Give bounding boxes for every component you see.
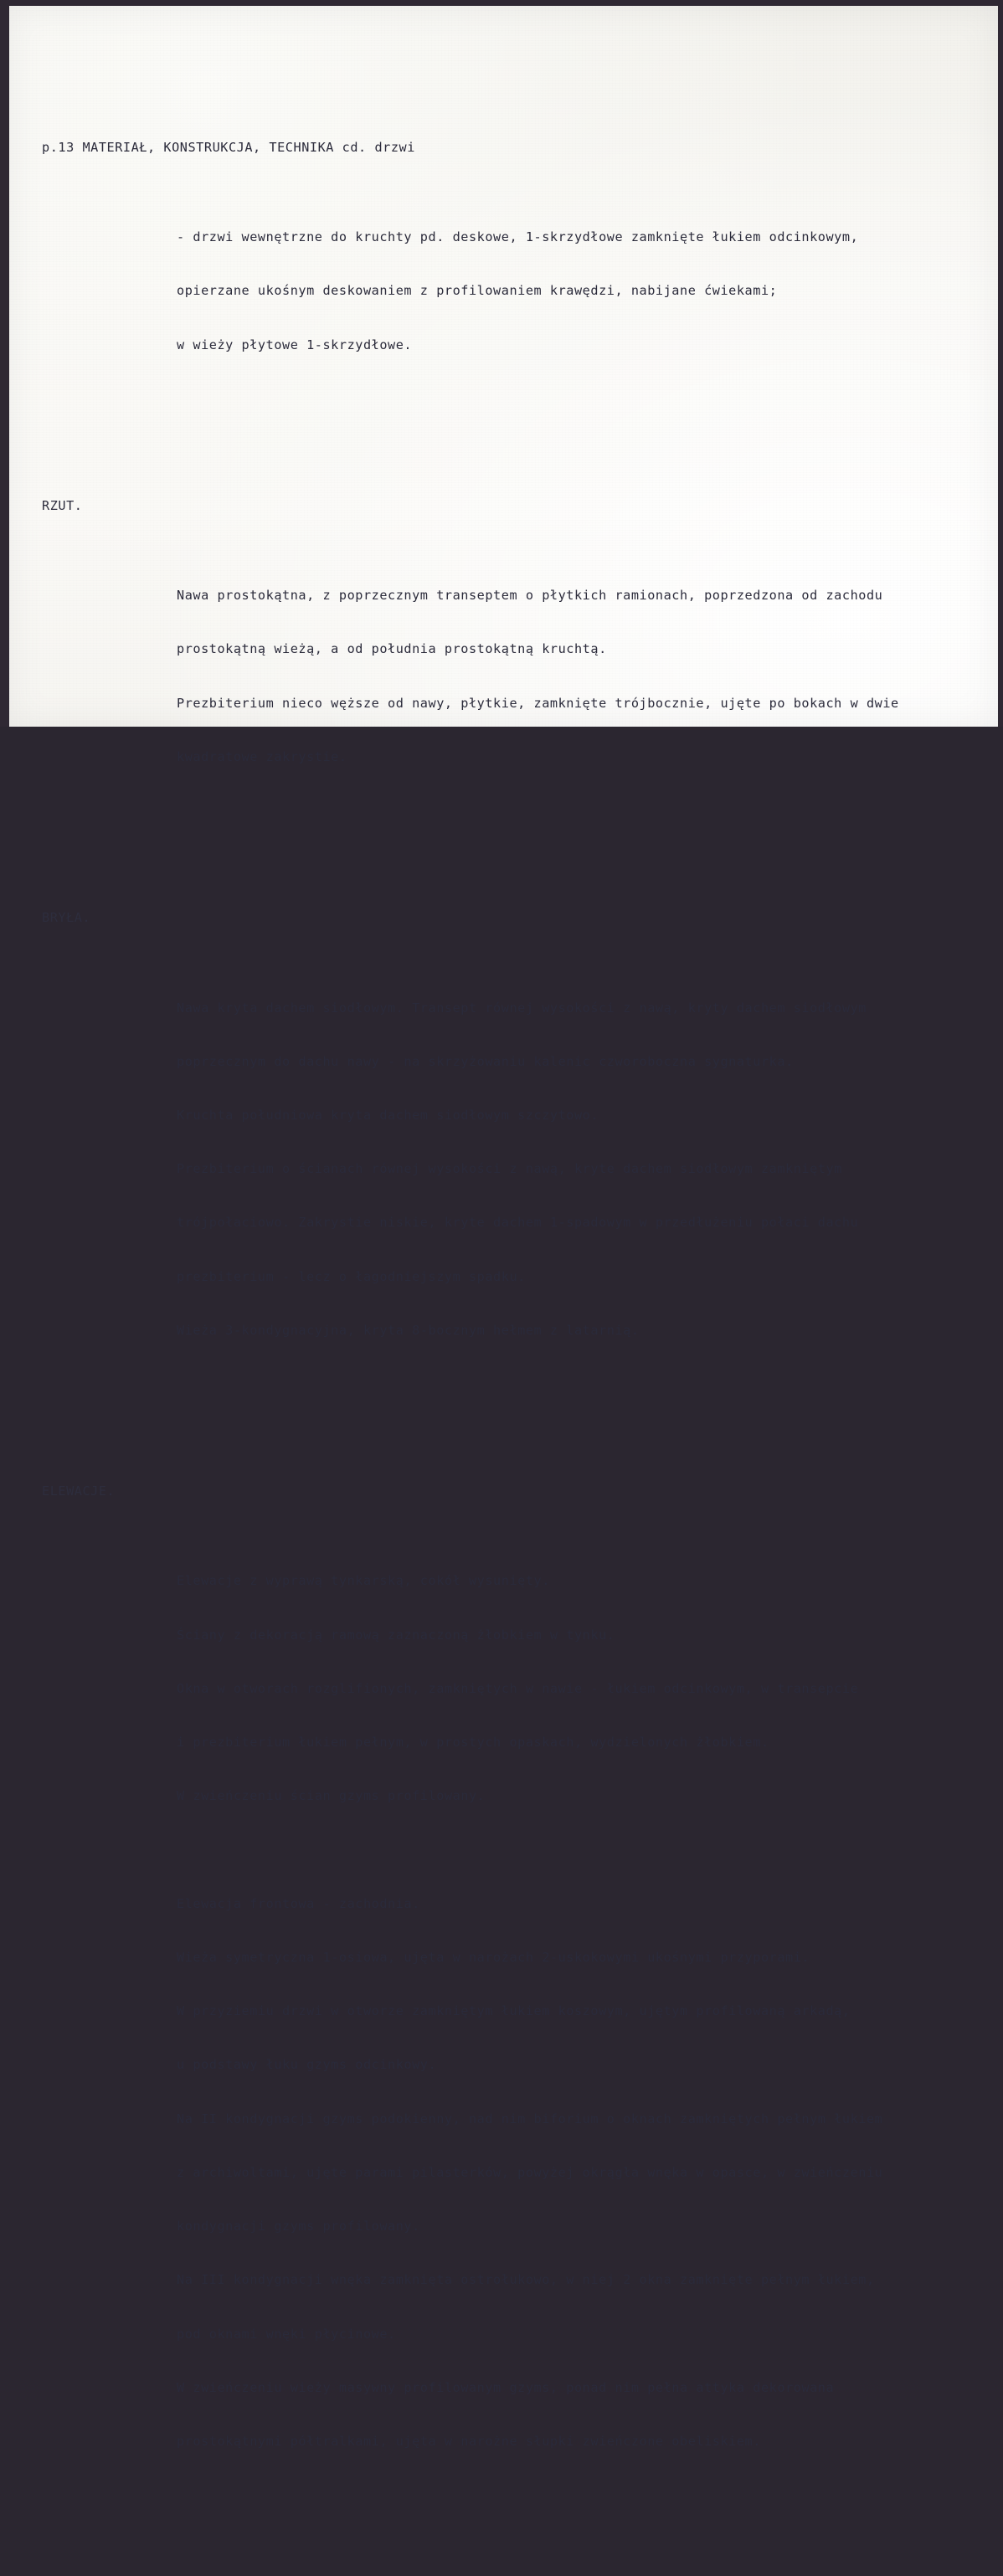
section-body-bryla: [177, 964, 983, 1375]
text-line: W zwieńczeniu ścian gzyms profilowany.: [177, 1788, 486, 1804]
blank-line: [177, 1842, 983, 1859]
text-line: prostokątnymi półtralkami, ujęta w narożne słupki zwieńczone obeliskiem.: [177, 2433, 761, 2449]
section-label-bryla: BRYŁA.: [42, 910, 91, 926]
text-line: kwadratowe zakrystie.: [177, 748, 347, 764]
text-line: opierzane ukośnym deskowaniem z profilowaniem krawędzi, nabijane ćwiekami;: [177, 283, 778, 299]
text-line: poprzecznym do dachu nawy - na skrzyżowaniu kalenic czworoboczna sygnaturka.: [177, 1053, 794, 1069]
text-line: prostokątną wieżą, a od południa prostokątną kruchtą.: [177, 641, 607, 657]
text-line: pod oknami wnęki płycinowe.: [177, 2326, 396, 2342]
section-label-rzut: RZUT.: [42, 498, 83, 514]
text-line: W przyziemiu drzwi w otworze zamkniętym łukiem koszowym, ujętym profilowaną arkadą,: [177, 2003, 851, 2019]
text-line: i prezbiterium łukiem pełnym, w prostych opaskach, wydzielonych żłobkiem.: [177, 1735, 769, 1751]
text-line: z archiwoltami, ujęte parami pilasterków, powyżej okrągła wnęka w opasce, w zwieńczeniu: [177, 2164, 883, 2180]
text-line: Okna w otworach rozglifionych, zamkniętych w nawie - łukiem odcinkowym, w transepcie: [177, 1680, 859, 1696]
section-elewacje: [34, 1483, 983, 2522]
text-line: Wieża 3-kondygnacyjna, kryta 8-bocznym hełmem z latarnią.: [177, 1322, 640, 1338]
text-line: Ściany z dekoracją ramową zaznaczoną żłobkiem w tynku.: [177, 1627, 615, 1643]
section-heading: [34, 103, 983, 425]
text-line: u podstawy łuku gzyms odcinkowy.: [177, 2057, 437, 2073]
paper-sheet: [9, 6, 998, 2449]
text-line: Nawa prostokątna, z poprzecznym transeptem o płytkich ramionach, poprzedzona od zachodu: [177, 588, 883, 604]
text-line: kondygnacji gzyms profilowany.: [177, 2219, 420, 2234]
section-body-rzut: [177, 551, 983, 802]
page-title: p.13 MATERIAŁ, KONSTRUKCJA, TECHNIKA cd. drzwi: [42, 140, 415, 156]
section-bryla: [34, 909, 983, 1411]
text-line: Elewacja frontowa - zachodnia.: [177, 1895, 420, 1911]
text-line: trójpołaciowo. Zakrystie niskie, kryte dachem 1-spadowym w przedłużeniu połaci dachu: [177, 1215, 859, 1231]
heading-body: [177, 193, 983, 389]
text-line: w wieży płytowe 1-skrzydłowe.: [177, 337, 413, 352]
text-line: Na II kondygnacji gzyms podokienny, nad nim biforium o oknach zamkniętych pełnym łukiem: [177, 2111, 883, 2126]
text-line: Nawa kryta dachem siodłowym. Transept równej wysokości z nawą, kryty dachem siodłowym: [177, 1000, 867, 1015]
text-line: prezbiterium - lecz o łagodniejszym spadku.: [177, 1268, 526, 1284]
section-body-elewacje: [177, 1537, 983, 2487]
text-line: Prezbiterium nieco węższe od nawy, płytkie, zamknięte trójbocznie, ujęte po bokach w dwie: [177, 695, 899, 711]
text-line: Elewacje z wyprawą tynkarską, cokół wysunięty.: [177, 1573, 550, 1589]
text-line: Prezbiterium o ścianach równej wysokości z nawą, kryte dachem siodłowym zamkniętym: [177, 1161, 842, 1177]
section-rzut: [34, 497, 983, 838]
text-line: Na III kondygnacji wnęka zamknięta ostrołukowo, w niej 2 okna zamknięte pełnym łukiem,: [177, 2272, 875, 2288]
document-text: [34, 49, 983, 2449]
text-line: W zwieńczeniu wieży masywny profilowanym gzyms, ponad nim pełna attyka dekorowana: [177, 2379, 835, 2395]
section-label-elewacje: ELEWACJE.: [42, 1483, 116, 1499]
text-line: Kruchta południowa kryta dachem siodłowym szczytowo.: [177, 1107, 599, 1123]
text-line: Wieża symetryczna 1-osiowa, ujęta w narożach 2-uskokowymi ukośnymi przyporami.: [177, 1950, 810, 1965]
text-line: - drzwi wewnętrzne do kruchty pd. deskowe, 1-skrzydłowe zamknięte łukiem odcinkowym,: [177, 229, 859, 245]
